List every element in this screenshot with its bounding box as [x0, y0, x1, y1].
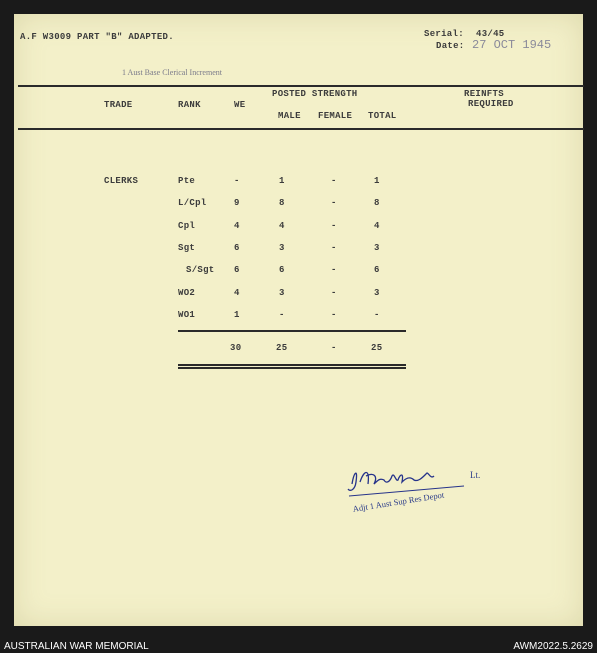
cell-total: 4 — [374, 220, 380, 231]
cell-rank: WO2 — [178, 287, 196, 298]
cell-male: 3 — [279, 242, 285, 253]
cell-male: 6 — [279, 265, 285, 276]
cell-female: - — [331, 265, 337, 276]
col-required: REQUIRED — [468, 99, 514, 109]
cell-female: - — [331, 287, 337, 298]
col-rank: RANK — [178, 100, 201, 110]
cell-rank: S/Sgt — [186, 265, 215, 276]
cell-female: - — [331, 220, 337, 231]
cell-total: 6 — [374, 265, 380, 276]
cell-total: 3 — [374, 242, 380, 253]
cell-rank: WO1 — [178, 309, 196, 320]
cell-rank: L/Cpl — [178, 198, 207, 209]
serial-label: Serial: — [424, 29, 464, 39]
cell-we: 4 — [234, 220, 240, 231]
double-underline-2 — [178, 367, 406, 369]
cell-we: 6 — [234, 242, 240, 253]
footer-right: AWM2022.5.2629 — [513, 641, 593, 652]
form-id: A.F W3009 PART "B" ADAPTED. — [20, 32, 174, 42]
cell-male: 3 — [279, 287, 285, 298]
cell-female: - — [331, 198, 337, 209]
cell-male: 8 — [279, 198, 285, 209]
signature-rank: Lt. — [470, 470, 481, 480]
serial-value: 43/45 — [476, 29, 505, 39]
cell-trade: CLERKS — [104, 176, 139, 186]
cell-we: 1 — [234, 309, 240, 320]
total-male: 25 — [276, 343, 288, 353]
cell-we: - — [234, 176, 240, 186]
col-posted-strength: POSTED STRENGTH — [272, 89, 358, 99]
cell-male: 1 — [279, 176, 285, 186]
cell-female: - — [331, 242, 337, 253]
col-reinfts: REINFTS — [464, 89, 504, 99]
cell-female: - — [331, 309, 337, 320]
totals-rule — [178, 330, 406, 332]
col-trade: TRADE — [104, 100, 133, 110]
total-total: 25 — [371, 343, 383, 353]
cell-rank: Pte — [178, 176, 196, 186]
cell-we: 9 — [234, 198, 240, 209]
col-total: TOTAL — [368, 111, 397, 121]
header-rule-top — [18, 85, 584, 87]
date-stamp: 27 OCT 1945 — [472, 38, 552, 52]
cell-male: - — [279, 309, 285, 320]
cell-we: 4 — [234, 287, 240, 298]
cell-total: 1 — [374, 176, 380, 186]
total-female: - — [331, 343, 337, 353]
cell-total: 8 — [374, 198, 380, 209]
cell-total: 3 — [374, 287, 380, 298]
double-underline-1 — [178, 364, 406, 366]
date-label: Date: — [436, 41, 465, 51]
document-page — [14, 14, 583, 626]
col-male: MALE — [278, 111, 301, 121]
signature-scribble — [344, 462, 474, 498]
cell-total: - — [374, 309, 380, 320]
cell-rank: Cpl — [178, 220, 196, 231]
unit-stamp: 1 Aust Base Clerical Increment — [122, 68, 222, 77]
signatory-title: Adjt 1 Aust Sup Res Depot — [352, 489, 445, 514]
footer-left: AUSTRALIAN WAR MEMORIAL — [4, 641, 149, 652]
cell-female: - — [331, 176, 337, 186]
total-we: 30 — [230, 343, 242, 353]
cell-we: 6 — [234, 265, 240, 276]
cell-male: 4 — [279, 220, 285, 231]
col-female: FEMALE — [318, 111, 353, 121]
cell-rank: Sgt — [178, 242, 196, 253]
header-rule-bottom — [18, 128, 584, 130]
col-we: WE — [234, 100, 246, 110]
